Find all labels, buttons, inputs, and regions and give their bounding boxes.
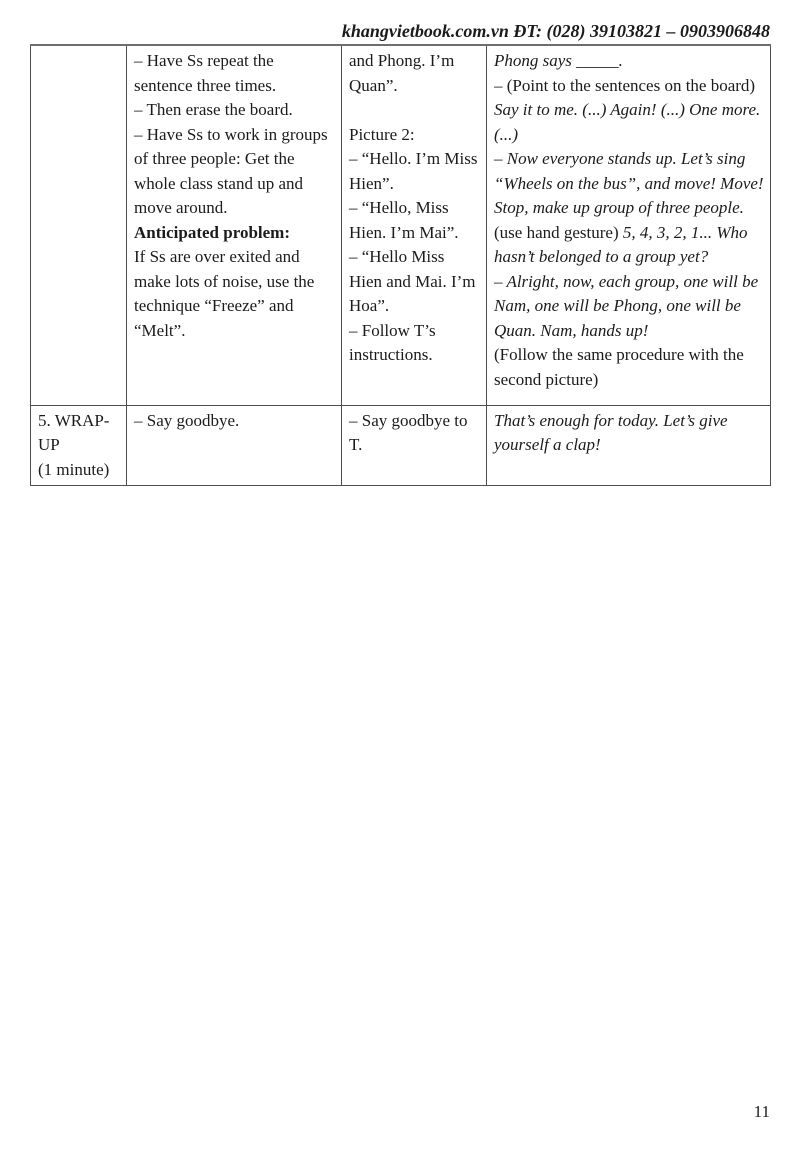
text-segment: – “Hello. I’m Miss Hien”. (349, 149, 478, 193)
paragraph (349, 245, 480, 319)
paragraph (349, 409, 480, 458)
paragraph (349, 49, 480, 98)
paragraph (494, 343, 764, 392)
paragraph (134, 221, 335, 246)
table-cell (342, 405, 487, 486)
text-segment: – Follow T’s instructions. (349, 320, 436, 364)
text-segment: (Follow the same procedure with the second picture) (494, 345, 744, 389)
text-segment: – Then erase the board. (134, 100, 293, 119)
text-segment: (1 minute) (38, 459, 110, 479)
paragraph (349, 98, 480, 123)
table-cell (127, 405, 342, 486)
paragraph (134, 98, 335, 123)
paragraph (134, 245, 335, 343)
paragraph (134, 409, 335, 434)
text-segment: – “Hello Miss Hien and Mai. I’m Hoa”. (349, 247, 476, 315)
text-segment: and Phong. I’m Quan”. (349, 51, 455, 95)
header-watermark-text: khangvietbook.com.vn ĐT: (028) 39103821 – 0903906848 (341, 21, 770, 41)
page-number: 11 (753, 1102, 770, 1121)
text-segment: That’s enough for today. Let’s give yourself a clap! (494, 410, 728, 454)
paragraph (349, 319, 480, 368)
paragraph (494, 270, 764, 344)
paragraph (349, 196, 480, 245)
paragraph (349, 147, 480, 196)
text-segment: – Have Ss to work in groups of three people: Get the whole class stand up and move around. (134, 124, 328, 217)
text-segment: – “Hello, Miss Hien. I’m Mai”. (349, 198, 459, 242)
lesson-plan-table-body (31, 45, 771, 486)
paragraph (38, 409, 120, 458)
paragraph (494, 74, 764, 148)
table-cell (127, 45, 342, 405)
text-segment: – Alright, now, each group, one will be Nam, one will be Phong, one will be Quan. Nam, hands up! (494, 271, 759, 340)
text-segment: – Now everyone stands up. Let’s sing “Wheels on the bus”, and move! Move! Stop, make up group of three people. (494, 149, 764, 217)
paragraph (349, 123, 480, 148)
paragraph (134, 49, 335, 98)
text-segment: Anticipated problem: (134, 222, 290, 242)
table-cell (31, 405, 127, 486)
text-segment: If Ss are over exited and make lots of noise, use the technique “Freeze” and “Melt”. (134, 247, 315, 340)
text-segment: 5. WRAP-UP (38, 410, 110, 454)
paragraph (494, 49, 764, 74)
text-segment: Picture 2: (349, 124, 415, 144)
text-segment: – Say goodbye. (134, 410, 240, 430)
paragraph (38, 458, 120, 483)
text-segment: – Say goodbye to T. (349, 410, 468, 454)
table-row (31, 405, 771, 486)
paragraph (134, 123, 335, 221)
text-segment: (use hand gesture) (494, 222, 623, 242)
table-cell (487, 405, 771, 486)
table-cell (487, 45, 771, 405)
text-segment: Say it to me. (...) Again! (...) One more. (...) (494, 100, 761, 144)
table-row (31, 45, 771, 405)
paragraph (494, 147, 764, 270)
table-cell (31, 45, 127, 405)
lesson-plan-table (30, 44, 771, 486)
page-header (30, 19, 770, 43)
table-cell (342, 45, 487, 405)
text-segment: 5, 4, 3, 2, 1... Who hasn’t belonged to a group yet? (494, 222, 748, 266)
text-segment: – Have Ss repeat the sentence three times. (134, 51, 277, 95)
text-segment: Phong says _____. (494, 51, 623, 70)
paragraph (494, 409, 764, 458)
text-segment: – (Point to the sentences on the board) (494, 75, 756, 95)
